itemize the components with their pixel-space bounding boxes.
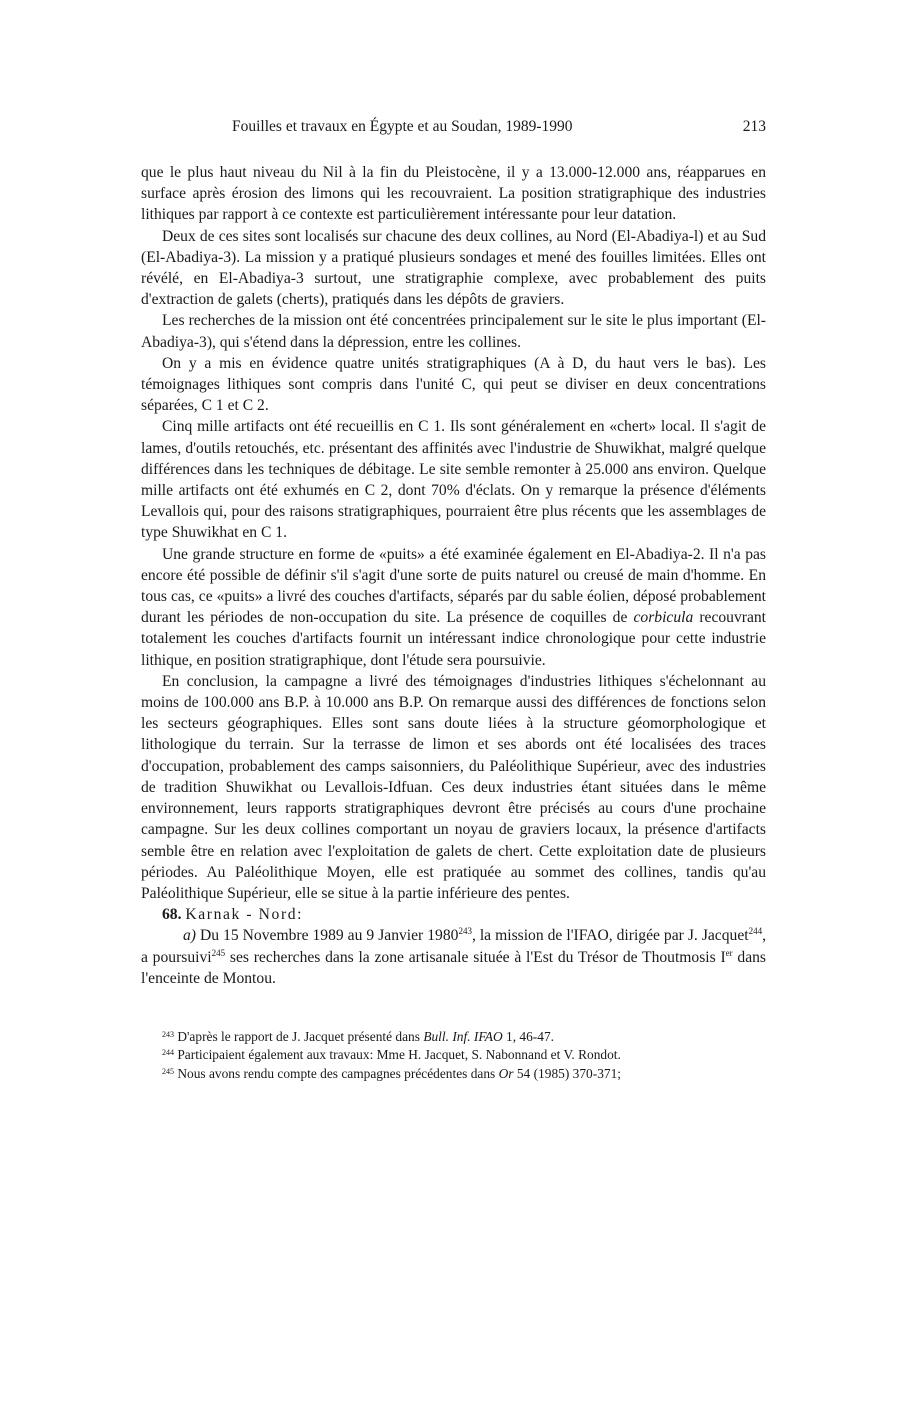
section-title: Karnak - Nord: [185, 906, 304, 924]
paragraph-6 [141, 544, 766, 671]
footnote-ref-244[interactable]: 244 [748, 926, 763, 937]
footnote-text: D'après le rapport de J. Jacquet présenté dans [174, 1028, 424, 1044]
paragraph-6-text-end: recouvrant totalement les couches d'artifacts fournit un intéressant indice chronologique pour cette industrie lithique, en position stratigraphique, dont l'étude sera poursuivie. [141, 609, 766, 669]
paragraph-7: En conclusion, la campagne a livré des témoignages d'industries lithiques s'échelonnant au moins de 100.000 ans B.P. à 10.000 ans B.P. On remarque aussi des différences de fonctions selon les secteurs géographiques. Elles sont sans doute liées à la structure géomorphologique et lithologique du terrain. Sur la terrasse de limon et ses abords ont été localisées des traces d'occupation, probablement des camps saisonniers, du Paléolithique Supérieur, avec des industries de tradition Shuwikhat ou Levallois-Idfuan. Ces deux industries étant situées dans le même environnement, leurs rapports stratigraphiques devront être précisés au cours d'une prochaine campagne. Sur les deux collines comportant un noyau de graviers locaux, la présence d'artifacts semble être en relation avec l'exploitation de galets de chert. Cette exploitation date de plusieurs périodes. Au Paléolithique Moyen, elle est pratiquée au sommet des collines, tandis qu'au Paléolithique Supérieur, elle se situe à la partie inférieure des pentes. [141, 672, 766, 902]
item-a-text-2: , la mission de l'IFAO, dirigée par J. Jacquet [471, 927, 749, 945]
item-a-text-1: Du 15 Novembre 1989 au 9 Janvier 1980 [196, 927, 459, 945]
paragraph-5: Cinq mille artifacts ont été recueillis en C 1. Ils sont généralement en «chert» local. Il s'agit de lames, d'outils retouchés, etc. présentant des affinités avec l'industrie de Shuwikhat, malgré quelque différences dans les techniques de débitage. Le site semble remonter à 25.000 ans environ. Quelque mille artifacts ont été exhumés en C 2, dont 70% d'éclats. On y remarque la présence d'éléments Levallois qui, pour des raisons stratigraphiques, pourraient être plus récents que les assemblages de type Shuwikhat en C 1. [141, 418, 766, 542]
footnote-text: Nous avons rendu compte des campagnes précédentes dans [174, 1065, 499, 1081]
footnote-245 [141, 1065, 766, 1083]
footnote-text-end: 54 (1985) 370-371; [513, 1065, 622, 1081]
item-a-text-5: dans l'enceinte de Montou. [141, 948, 767, 987]
paragraph-3: Les recherches de la mission ont été concentrées principalement sur le site le plus important (El-Abadiya-3), qui s'étend dans la dépression, entre les collines. [141, 312, 766, 351]
footnote-ref-243[interactable]: 243 [458, 926, 472, 937]
footnote-244 [141, 1046, 766, 1064]
footnote-text: Participaient également aux travaux: Mme H. Jacquet, S. Nabonnand et V. Rondot. [174, 1047, 621, 1063]
section-number: 68. [162, 906, 182, 924]
paragraph-1: que le plus haut niveau du Nil à la fin du Pleistocène, il y a 13.000-12.000 ans, réapparues en surface après érosion des limons qui les recouvraient. La position stratigraphique des industries lithiques par rapport à ce contexte est particulièrement intéressante pour leur datation. [141, 164, 766, 224]
running-title: Fouilles et travaux en Égypte et au Soudan, 1989-1990 [232, 118, 573, 135]
page-number: 213 [742, 118, 766, 135]
footnote-italic: Or [498, 1065, 514, 1081]
footnotes [141, 1028, 766, 1083]
superscript-er: er [725, 947, 733, 958]
item-a-text-3: , a poursuivi [141, 927, 766, 966]
paragraph-2: Deux de ces sites sont localisés sur chacune des deux collines, au Nord (El-Abadiya-l) et au Sud (El-Abadiya-3). La mission y a pratiqué plusieurs sondages et mené des fouilles limitées. Elles ont révélé, en El-Abadiya-3 surtout, une stratigraphie complexe, avec probablement des puits d'extraction de galets (cherts), pratiqués dans les dépôts de graviers. [141, 227, 766, 309]
footnote-number: 244 [162, 1048, 174, 1058]
main-text [141, 162, 766, 989]
footnote-text-end: 1, 46-47. [502, 1028, 554, 1044]
paragraph-6-text: Une grande structure en forme de «puits» a été examinée également en El-Abadiya-2. Il n'a pas encore été possible de définir s'il s'agit d'une sorte de puits naturel ou creusé de main d'homme. En tous cas, ce «puits» a livré des couches d'artifacts, séparés par du sable éolien, déposé probablement durant les périodes de non-occupation du site. La présence de coquilles de [141, 545, 766, 627]
footnote-italic: Bull. Inf. IFAO [423, 1028, 503, 1044]
item-a [141, 925, 766, 989]
footnote-number: 243 [162, 1029, 174, 1039]
page-header [141, 118, 766, 142]
page [141, 118, 766, 1083]
footnote-243 [141, 1028, 766, 1046]
item-a-label: a) [183, 927, 196, 945]
section-heading [141, 904, 766, 925]
paragraph-6-italic: corbicula [633, 609, 694, 627]
footnote-ref-245[interactable]: 245 [211, 947, 226, 958]
footnote-number: 245 [162, 1066, 174, 1076]
paragraph-4: On y a mis en évidence quatre unités stratigraphiques (A à D, du haut vers le bas). Les témoignages lithiques sont compris dans l'unité C, qui peut se diviser en deux concentrations séparées, C 1 et C 2. [141, 354, 766, 415]
item-a-text-4: ses recherches dans la zone artisanale située à l'Est du Trésor de Thoutmosis I [225, 948, 726, 966]
